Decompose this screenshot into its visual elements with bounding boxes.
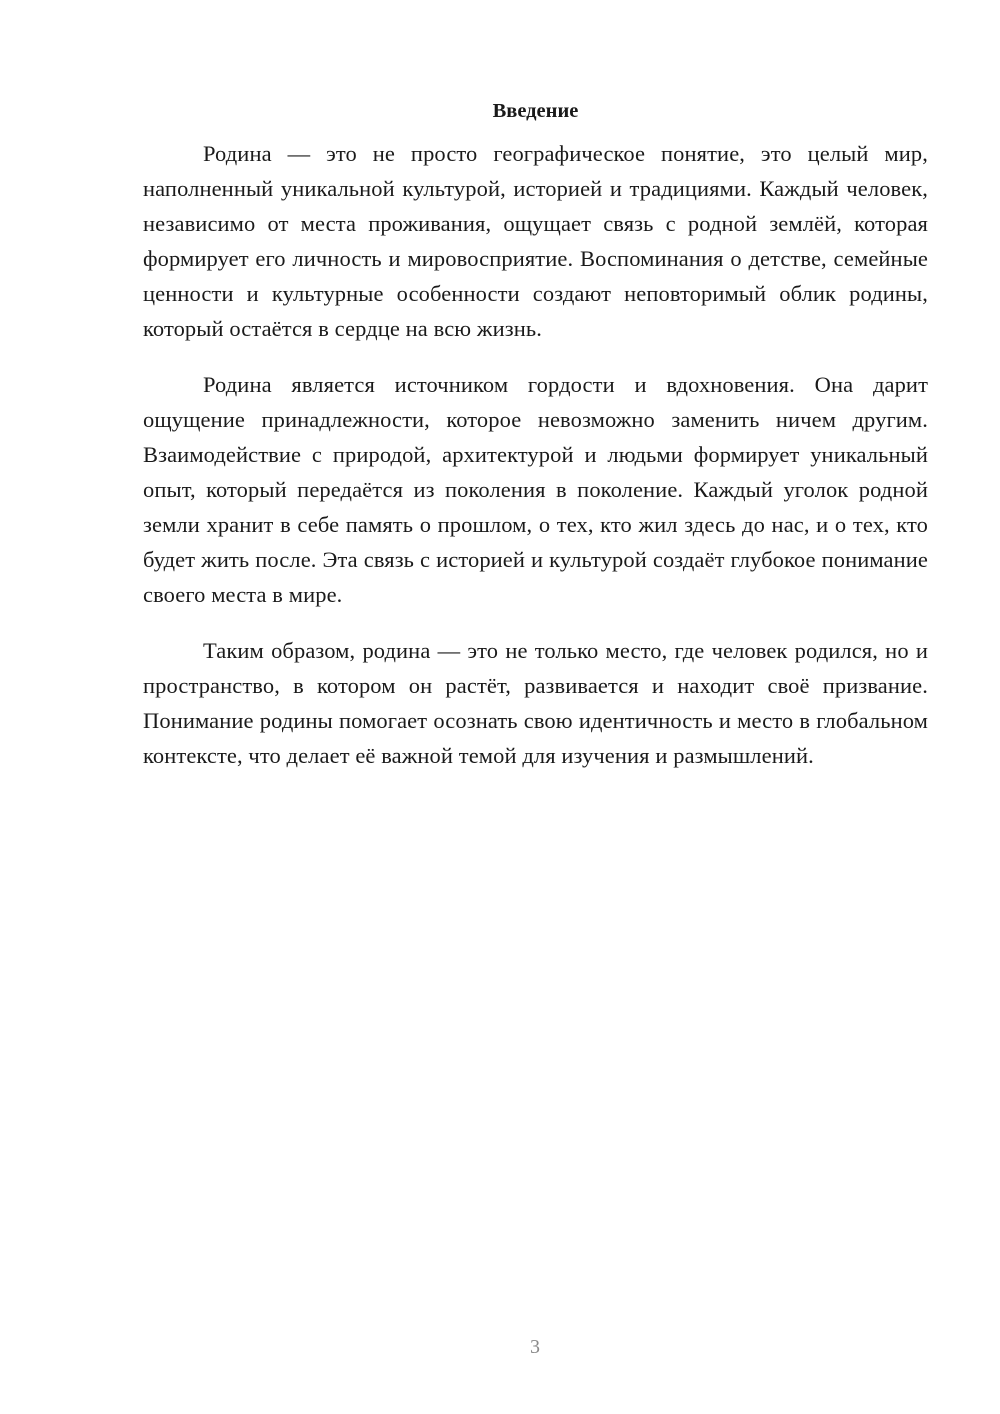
paragraph-1: Родина — это не просто географическое понятие, это целый мир, наполненный уникальной культурой, историей и традициями. Каждый человек, независимо от места проживания, ощущает связь с родной землёй, которая формирует его личность и мировосприятие. Воспоминания о детстве, семейные ценности и культурные особенности создают неповторимый облик родины, который остаётся в сердце на всю жизнь. xyxy=(143,141,928,341)
paragraph-2: Родина является источником гордости и вдохновения. Она дарит ощущение принадлежности, которое невозможно заменить ничем другим. Взаимодействие с природой, архитектурой и людьми формирует уникальный опыт, который передаётся из поколения в поколение. Каждый уголок родной земли хранит в себе память о прошлом, о тех, кто жил здесь до нас, и о тех, кто будет жить после. Эта связь с историей и культурой создаёт глубокое понимание своего места в мире. xyxy=(143,372,928,607)
section-heading: Введение xyxy=(492,100,579,122)
page-number: 3 xyxy=(530,1336,540,1358)
page-content xyxy=(143,94,928,794)
paragraph-3: Таким образом, родина — это не только место, где человек родился, но и пространство, в котором он растёт, развивается и находит своё призвание. Понимание родины помогает осознать свою идентичность и место в глобальном контексте, что делает её важной темой для изучения и размышлений. xyxy=(143,638,928,768)
